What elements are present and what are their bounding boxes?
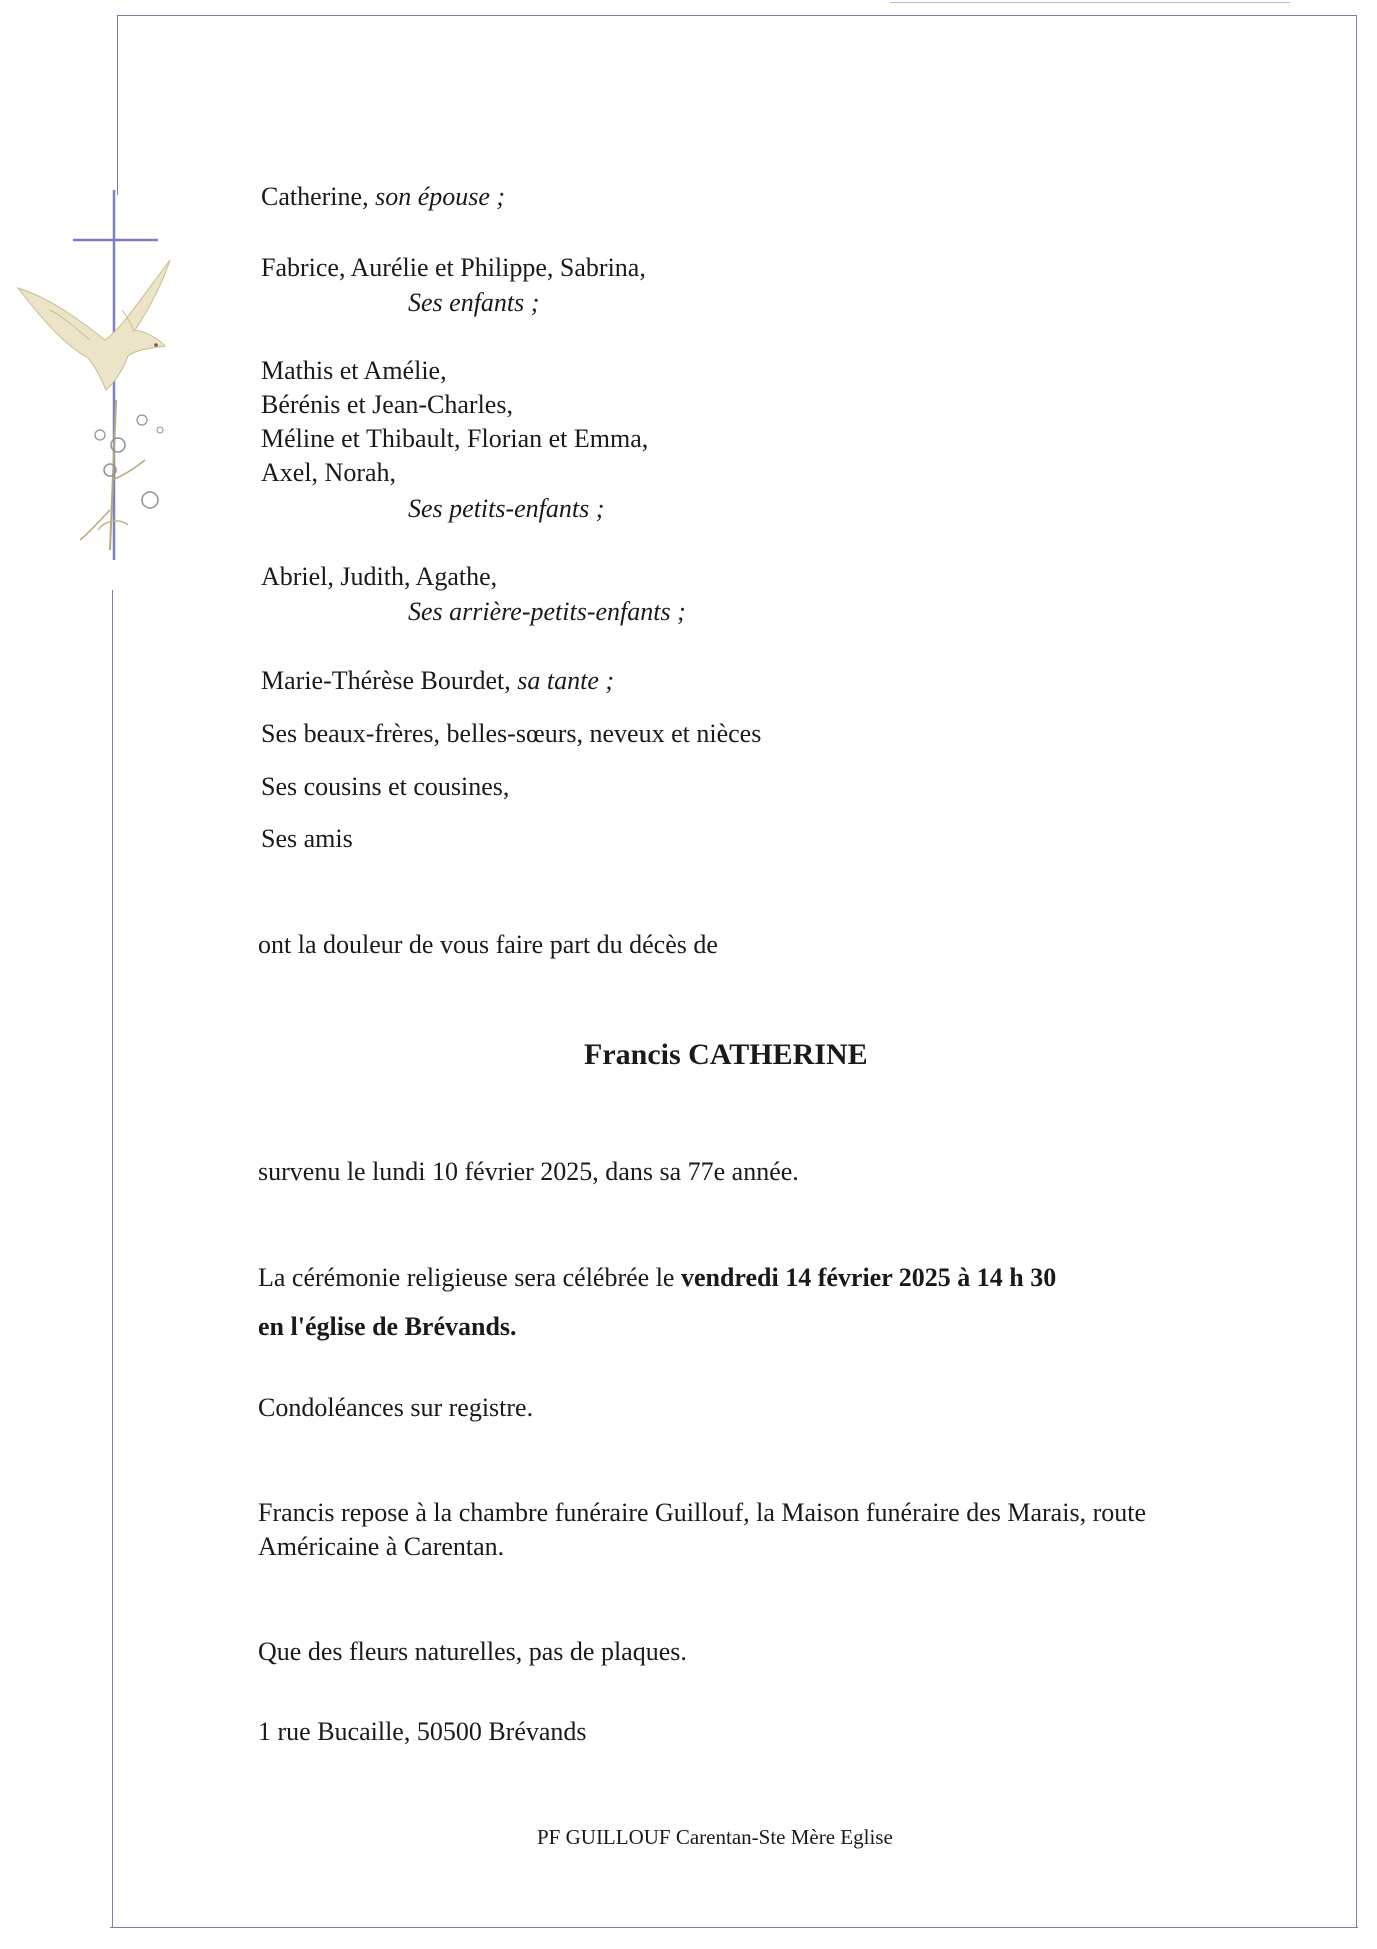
children-role: Ses enfants ; <box>408 288 540 317</box>
top-edge-mark <box>890 2 1290 3</box>
deceased-name: Francis CATHERINE <box>584 1038 868 1071</box>
ceremony-line <box>258 1262 1056 1294</box>
funeral-agency: PF GUILLOUF Carentan-Ste Mère Eglise <box>537 1825 893 1849</box>
ceremony-place: en l'église de Brévands. <box>258 1312 517 1341</box>
dove-icon <box>18 260 170 390</box>
frame-right-border <box>1356 15 1357 1928</box>
aunt-name: Marie-Thérèse Bourdet, <box>261 666 511 695</box>
friends-line: Ses amis <box>261 824 353 853</box>
ceremony-date-time: vendredi 14 février 2025 à 14 h 30 <box>680 1263 1057 1292</box>
great-grandchildren-names: Abriel, Judith, Agathe, <box>261 562 498 591</box>
rest-place-line-2: Américaine à Carentan. <box>258 1532 505 1561</box>
flower-icon <box>80 400 163 550</box>
grandchildren-line-3: Méline et Thibault, Florian et Emma, <box>261 424 649 453</box>
spouse-name: Catherine, <box>261 182 369 211</box>
grandchildren-line-4: Axel, Norah, <box>261 458 397 487</box>
announcement-intro: ont la douleur de vous faire part du décès de <box>258 930 718 959</box>
spouse-role: son épouse ; <box>375 182 506 211</box>
frame-bottom-border <box>110 1927 1358 1928</box>
in-laws-line: Ses beaux-frères, belles-sœurs, neveux et nièces <box>261 719 762 748</box>
death-info: survenu le lundi 10 février 2025, dans sa 77e année. <box>258 1157 799 1186</box>
condolences-line: Condoléances sur registre. <box>258 1393 534 1422</box>
ceremony-text: La cérémonie religieuse sera célébrée le <box>258 1263 681 1292</box>
grandchildren-line-1: Mathis et Amélie, <box>261 356 447 385</box>
frame-left-border-lower <box>112 590 113 1928</box>
cross-dove-flower-ornament <box>10 190 210 590</box>
spouse-line <box>261 181 505 213</box>
grandchildren-line-2: Bérénis et Jean-Charles, <box>261 390 513 419</box>
frame-left-border-upper <box>117 15 118 195</box>
frame-top-border <box>117 15 1357 16</box>
great-grandchildren-role: Ses arrière-petits-enfants ; <box>408 597 686 626</box>
grandchildren-role: Ses petits-enfants ; <box>408 494 605 523</box>
flowers-line: Que des fleurs naturelles, pas de plaques. <box>258 1637 687 1666</box>
aunt-line <box>261 665 614 697</box>
aunt-role: sa tante ; <box>517 666 615 695</box>
rest-place-line-1: Francis repose à la chambre funéraire Guillouf, la Maison funéraire des Marais, route <box>258 1498 1146 1527</box>
address-line: 1 rue Bucaille, 50500 Brévands <box>258 1717 587 1746</box>
children-names: Fabrice, Aurélie et Philippe, Sabrina, <box>261 253 646 282</box>
cousins-line: Ses cousins et cousines, <box>261 772 510 801</box>
